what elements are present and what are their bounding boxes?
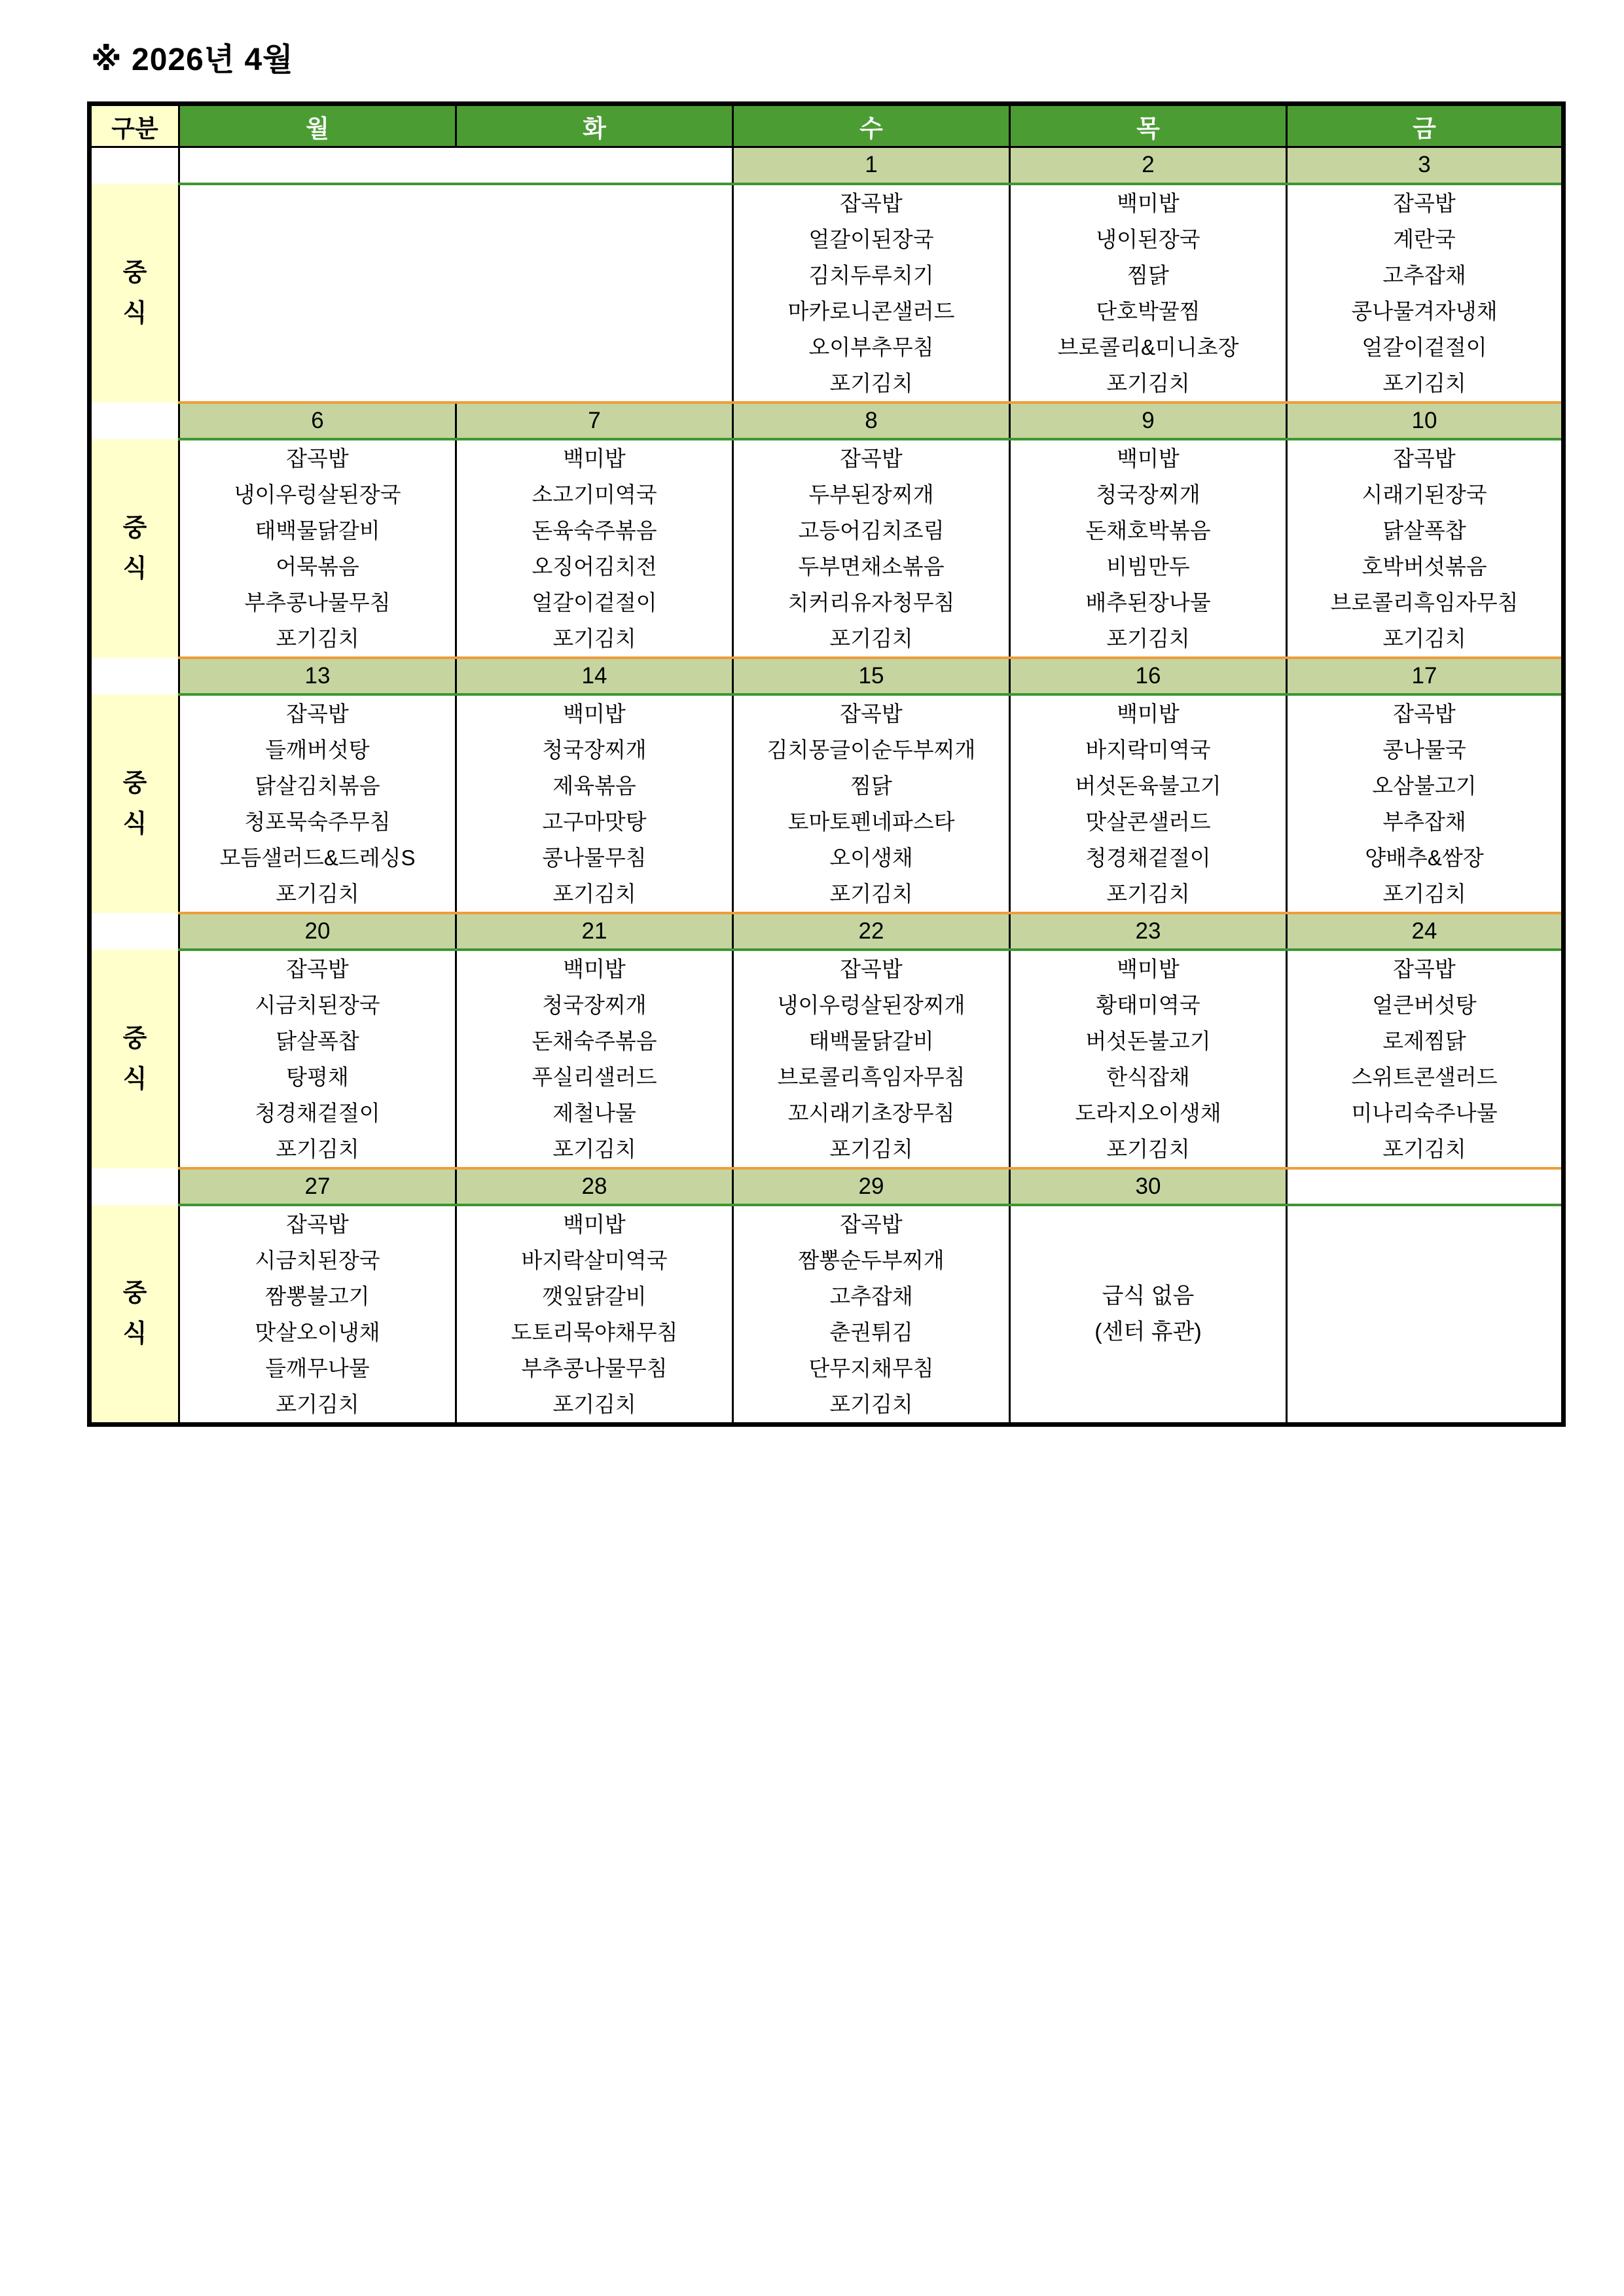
menu-line: 배추된장나물 — [1085, 590, 1211, 615]
menu-line: 포기김치 — [829, 1391, 913, 1416]
menu-line: 마카로니콘샐러드 — [787, 298, 955, 323]
menu-line: 시래기된장국 — [1362, 482, 1487, 507]
menu-line: 제육볶음 — [552, 773, 636, 798]
menu-line: 잡곡밥 — [1393, 446, 1456, 471]
menu-line: 맛살콘샐러드 — [1085, 809, 1211, 834]
menu-line: 돈채숙주볶음 — [532, 1028, 657, 1053]
menu-line: 단호박꿀찜 — [1096, 298, 1200, 323]
empty-date-cell — [179, 147, 733, 184]
gubun-spacer — [90, 147, 179, 184]
meal-label — [90, 439, 179, 658]
menu-line: 포기김치 — [829, 881, 913, 906]
menu-line: 냉이된장국 — [1096, 226, 1200, 251]
date-row-week5 — [90, 1168, 1564, 1205]
menu-line: 백미밥 — [563, 956, 626, 981]
date-cell-14: 14 — [456, 658, 733, 694]
menu-line: 포기김치 — [276, 1136, 359, 1161]
menu-line: 청국장찌개 — [1096, 482, 1200, 507]
menu-line: 백미밥 — [1117, 956, 1180, 981]
menu-line: 찜닭 — [1127, 262, 1169, 287]
menu-line: 중 — [122, 1024, 147, 1052]
empty-date-cell — [1287, 1168, 1564, 1205]
menu-cell-day3 — [1287, 184, 1564, 403]
no-meal-notice-cell — [1010, 1205, 1287, 1425]
menu-line: 포기김치 — [552, 881, 636, 906]
date-cell-28: 28 — [456, 1168, 733, 1205]
date-cell-20: 20 — [179, 913, 456, 950]
menu-line: 고추잡채 — [1382, 262, 1466, 287]
menu-line: 백미밥 — [1117, 190, 1180, 215]
menu-line: 포기김치 — [1382, 626, 1466, 651]
menu-line: 포기김치 — [276, 1391, 359, 1416]
menu-line: 황태미역국 — [1096, 992, 1200, 1017]
menu-line: 포기김치 — [829, 1136, 913, 1161]
menu-line: 오이생채 — [829, 845, 913, 870]
menu-cell-day16 — [1010, 694, 1287, 913]
menu-line: 두부된장찌개 — [808, 482, 934, 507]
date-cell-27: 27 — [179, 1168, 456, 1205]
menu-line: 포기김치 — [552, 1136, 636, 1161]
menu-line: 얼큰버섯탕 — [1372, 992, 1477, 1017]
menu-line: 찜닭 — [850, 773, 892, 798]
menu-line: 포기김치 — [276, 626, 359, 651]
menu-line: 부추콩나물무침 — [521, 1355, 668, 1380]
menu-line: 얼갈이겉절이 — [532, 590, 657, 615]
menu-line: 버섯돈육불고기 — [1075, 773, 1221, 798]
menu-line: 백미밥 — [563, 701, 626, 726]
day-header-fri: 금 — [1287, 104, 1564, 147]
menu-line: 제철나물 — [552, 1100, 636, 1125]
menu-line: 포기김치 — [829, 626, 913, 651]
menu-line: 두부면채소볶음 — [798, 554, 945, 579]
date-cell-22: 22 — [733, 913, 1010, 950]
menu-line: 버섯돈불고기 — [1085, 1028, 1211, 1053]
menu-line: 고등어김치조림 — [798, 518, 945, 543]
menu-line: 푸실리샐러드 — [532, 1064, 657, 1089]
menu-line: 중 — [122, 514, 147, 542]
menu-line: 브로콜리&미니초장 — [1057, 334, 1239, 359]
menu-line: 바지락미역국 — [1085, 737, 1211, 762]
menu-cell-day24 — [1287, 950, 1564, 1168]
gubun-spacer — [90, 403, 179, 439]
menu-cell-day2 — [1010, 184, 1287, 403]
menu-line: (센터 휴관) — [1094, 1319, 1202, 1344]
menu-line: 냉이우렁살된장국 — [234, 482, 401, 507]
menu-line: 시금치된장국 — [255, 1247, 380, 1272]
menu-line: 잡곡밥 — [286, 1211, 349, 1236]
date-row-week4 — [90, 913, 1564, 950]
menu-line: 오이부추무침 — [808, 334, 934, 359]
menu-line: 김치몽글이순두부찌개 — [767, 737, 976, 762]
menu-line: 춘권튀김 — [829, 1319, 913, 1344]
menu-cell-day20 — [179, 950, 456, 1168]
menu-cell-day6 — [179, 439, 456, 658]
date-cell-24: 24 — [1287, 913, 1564, 950]
date-cell-23: 23 — [1010, 913, 1287, 950]
menu-line: 들깨무나물 — [265, 1355, 370, 1380]
menu-line: 돈채호박볶음 — [1085, 518, 1211, 543]
date-cell-13: 13 — [179, 658, 456, 694]
menu-cell-day28 — [456, 1205, 733, 1425]
day-header-tue: 화 — [456, 104, 733, 147]
menu-cell-day9 — [1010, 439, 1287, 658]
menu-row-week2 — [90, 439, 1564, 658]
menu-line: 포기김치 — [552, 626, 636, 651]
menu-line: 식 — [122, 810, 147, 838]
menu-line: 잡곡밥 — [1393, 701, 1456, 726]
menu-line: 포기김치 — [1106, 370, 1190, 395]
menu-line: 잡곡밥 — [286, 701, 349, 726]
menu-line: 급식 없음 — [1102, 1283, 1195, 1308]
menu-line: 도라지오이생채 — [1075, 1100, 1221, 1125]
menu-line: 돈육숙주볶음 — [532, 518, 657, 543]
menu-line: 포기김치 — [1382, 1136, 1466, 1161]
menu-line: 얼갈이된장국 — [808, 226, 934, 251]
menu-line: 태백물닭갈비 — [255, 518, 380, 543]
menu-line: 어묵볶음 — [276, 554, 359, 579]
corner-header: 구분 — [90, 104, 179, 147]
date-row-week3 — [90, 658, 1564, 694]
menu-cell-day1 — [733, 184, 1010, 403]
menu-cell-day23 — [1010, 950, 1287, 1168]
menu-line: 닭살김치볶음 — [255, 773, 380, 798]
meal-label — [90, 184, 179, 403]
menu-row-week4 — [90, 950, 1564, 1168]
menu-line: 잡곡밥 — [1393, 190, 1456, 215]
menu-line: 맛살오이냉채 — [255, 1319, 380, 1344]
menu-line: 모듬샐러드&드레싱S — [219, 845, 416, 870]
date-cell-29: 29 — [733, 1168, 1010, 1205]
menu-line: 중 — [122, 1279, 147, 1307]
menu-line: 중 — [122, 769, 147, 797]
date-cell-3: 3 — [1287, 147, 1564, 184]
menu-line: 냉이우렁살된장찌개 — [777, 992, 965, 1017]
menu-line: 바지락살미역국 — [521, 1247, 668, 1272]
menu-line: 부추잡채 — [1382, 809, 1466, 834]
menu-line: 고구마맛탕 — [542, 809, 647, 834]
menu-line: 시금치된장국 — [255, 992, 380, 1017]
menu-cell-day15 — [733, 694, 1010, 913]
menu-line: 포기김치 — [276, 881, 359, 906]
date-cell-30: 30 — [1010, 1168, 1287, 1205]
day-header-mon: 월 — [179, 104, 456, 147]
menu-line: 백미밥 — [1117, 701, 1180, 726]
menu-line: 포기김치 — [1382, 881, 1466, 906]
menu-line: 얼갈이겉절이 — [1362, 334, 1487, 359]
menu-line: 포기김치 — [552, 1391, 636, 1416]
date-cell-8: 8 — [733, 403, 1010, 439]
menu-line: 탕평채 — [286, 1064, 349, 1089]
menu-line: 청국장찌개 — [542, 992, 647, 1017]
menu-line: 고추잡채 — [829, 1283, 913, 1308]
menu-line: 들깨버섯탕 — [265, 737, 370, 762]
menu-line: 잡곡밥 — [840, 1211, 903, 1236]
menu-cell-day14 — [456, 694, 733, 913]
meal-label — [90, 950, 179, 1168]
menu-line: 백미밥 — [563, 1211, 626, 1236]
date-row-week2 — [90, 403, 1564, 439]
menu-line: 청포묵숙주무침 — [244, 809, 391, 834]
menu-cell-day22 — [733, 950, 1010, 1168]
menu-row-week1 — [90, 184, 1564, 403]
gubun-spacer — [90, 658, 179, 694]
menu-line: 브로콜리흑임자무침 — [777, 1064, 965, 1089]
menu-line: 브로콜리흑임자무침 — [1330, 590, 1519, 615]
menu-line: 잡곡밥 — [1393, 956, 1456, 981]
date-cell-7: 7 — [456, 403, 733, 439]
menu-line: 호박버섯볶음 — [1362, 554, 1487, 579]
empty-menu-cell — [1287, 1205, 1564, 1425]
menu-cell-day7 — [456, 439, 733, 658]
meal-label — [90, 1205, 179, 1425]
menu-line: 중 — [122, 259, 147, 287]
menu-line: 잡곡밥 — [286, 446, 349, 471]
menu-line: 짬뽕불고기 — [265, 1283, 370, 1308]
menu-line: 양배추&쌈장 — [1365, 845, 1484, 870]
date-row-week1 — [90, 147, 1564, 184]
day-header-thu: 목 — [1010, 104, 1287, 147]
menu-line: 포기김치 — [1106, 881, 1190, 906]
day-header-wed: 수 — [733, 104, 1010, 147]
menu-row-week3 — [90, 694, 1564, 913]
menu-line: 포기김치 — [829, 370, 913, 395]
menu-line: 한식잡채 — [1106, 1064, 1190, 1089]
menu-cell-day17 — [1287, 694, 1564, 913]
menu-line: 포기김치 — [1106, 1136, 1190, 1161]
gubun-spacer — [90, 1168, 179, 1205]
date-cell-10: 10 — [1287, 403, 1564, 439]
menu-line: 콩나물겨자냉채 — [1351, 298, 1498, 323]
menu-cell-day10 — [1287, 439, 1564, 658]
menu-cell-day27 — [179, 1205, 456, 1425]
menu-line: 계란국 — [1393, 226, 1456, 251]
menu-line: 잡곡밥 — [286, 956, 349, 981]
page-title: ※ 2026년 4월 — [91, 43, 294, 77]
menu-line: 포기김치 — [1106, 626, 1190, 651]
lunch-menu-table — [87, 101, 1566, 1427]
menu-row-week5 — [90, 1205, 1564, 1425]
menu-line: 치커리유자청무침 — [787, 590, 955, 615]
gubun-spacer — [90, 913, 179, 950]
menu-line: 콩나물국 — [1382, 737, 1466, 762]
menu-line: 비빔만두 — [1106, 554, 1190, 579]
menu-line: 백미밥 — [563, 446, 626, 471]
menu-cell-day8 — [733, 439, 1010, 658]
menu-line: 청경채겉절이 — [1085, 845, 1211, 870]
menu-line: 포기김치 — [1382, 370, 1466, 395]
menu-line: 식 — [122, 1319, 147, 1348]
menu-cell-day29 — [733, 1205, 1010, 1425]
menu-line: 식 — [122, 299, 147, 327]
menu-line: 태백물닭갈비 — [808, 1028, 934, 1053]
date-cell-15: 15 — [733, 658, 1010, 694]
menu-line: 식 — [122, 1065, 147, 1093]
date-cell-6: 6 — [179, 403, 456, 439]
menu-line: 청국장찌개 — [542, 737, 647, 762]
menu-cell-day21 — [456, 950, 733, 1168]
menu-line: 소고기미역국 — [532, 482, 657, 507]
meal-label — [90, 694, 179, 913]
menu-line: 토마토펜네파스타 — [787, 809, 955, 834]
menu-line: 콩나물무침 — [542, 845, 647, 870]
weekday-header-row — [90, 104, 1564, 147]
menu-line: 도토리묵야채무침 — [511, 1319, 678, 1344]
menu-line: 백미밥 — [1117, 446, 1180, 471]
menu-line: 꼬시래기초장무침 — [787, 1100, 955, 1125]
menu-line: 잡곡밥 — [840, 190, 903, 215]
menu-line: 로제찜닭 — [1382, 1028, 1466, 1053]
empty-menu-cell — [179, 184, 733, 403]
menu-line: 짬뽕순두부찌개 — [798, 1247, 945, 1272]
menu-line: 김치두루치기 — [808, 262, 934, 287]
menu-line: 오삼불고기 — [1372, 773, 1477, 798]
menu-line: 미나리숙주나물 — [1351, 1100, 1498, 1125]
menu-line: 식 — [122, 554, 147, 583]
menu-cell-day13 — [179, 694, 456, 913]
date-cell-21: 21 — [456, 913, 733, 950]
date-cell-17: 17 — [1287, 658, 1564, 694]
menu-line: 잡곡밥 — [840, 956, 903, 981]
menu-line: 잡곡밥 — [840, 446, 903, 471]
menu-line: 오징어김치전 — [532, 554, 657, 579]
menu-line: 닭살폭찹 — [276, 1028, 359, 1053]
date-cell-1: 1 — [733, 147, 1010, 184]
menu-line: 잡곡밥 — [840, 701, 903, 726]
menu-line: 깻잎닭갈비 — [542, 1283, 647, 1308]
menu-line: 부추콩나물무침 — [244, 590, 391, 615]
menu-line: 닭살폭찹 — [1382, 518, 1466, 543]
menu-line: 스위트콘샐러드 — [1351, 1064, 1498, 1089]
date-cell-9: 9 — [1010, 403, 1287, 439]
date-cell-2: 2 — [1010, 147, 1287, 184]
menu-line: 청경채겉절이 — [255, 1100, 380, 1125]
date-cell-16: 16 — [1010, 658, 1287, 694]
menu-line: 단무지채무침 — [808, 1355, 934, 1380]
